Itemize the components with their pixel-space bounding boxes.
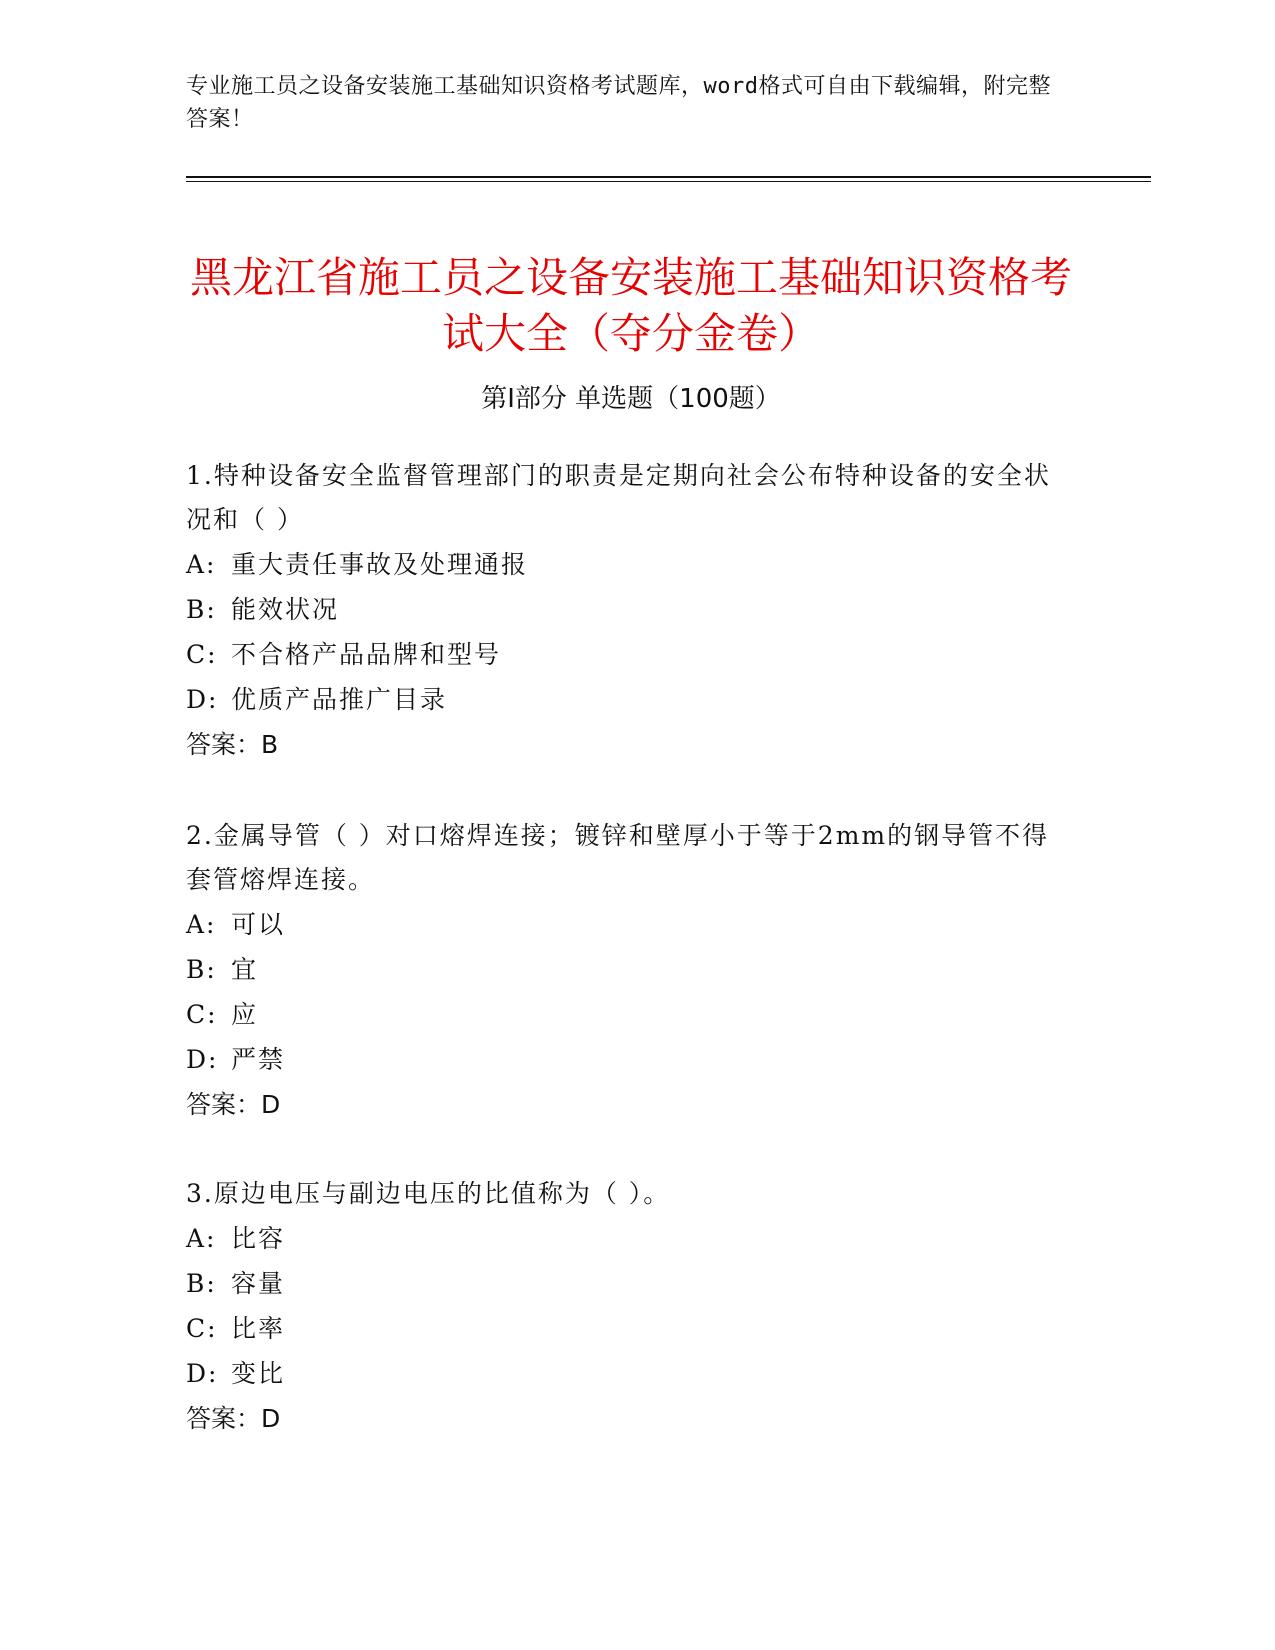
option-text: 比容 <box>231 1224 286 1253</box>
question-3-option-b <box>186 1261 1066 1306</box>
option-key: B: <box>186 955 217 984</box>
option-text: 严禁 <box>231 1045 286 1074</box>
option-key: A: <box>186 550 217 579</box>
option-text: 变比 <box>231 1359 286 1388</box>
option-key: D: <box>186 1359 219 1388</box>
section-title: 第Ⅰ部分 单选题（100题） <box>481 384 781 414</box>
option-key: A: <box>186 910 217 939</box>
question-3-text: 3.原边电压与副边电压的比值称为（ ）。 <box>186 1179 671 1208</box>
question-1-answer: 答案：B <box>186 730 279 759</box>
option-text: 能效状况 <box>231 595 340 624</box>
option-key: C: <box>186 1000 218 1029</box>
option-text: 可以 <box>231 910 286 939</box>
header-note: 专业施工员之设备安装施工基础知识资格考试题库，word格式可自由下载编辑，附完整答案！ <box>186 74 1051 132</box>
question-2 <box>186 814 1066 1127</box>
option-text: 应 <box>231 1000 259 1029</box>
question-1 <box>186 454 1066 767</box>
option-key: A: <box>186 1224 217 1253</box>
option-key: C: <box>186 1314 218 1343</box>
question-2-text: 2.金属导管（ ）对口熔焊连接；镀锌和壁厚小于等于2mm的钢导管不得套管熔焊连接。 <box>186 821 1050 894</box>
question-2-option-a <box>186 902 1066 947</box>
question-1-option-c <box>186 632 1066 677</box>
question-3-option-a <box>186 1216 1066 1261</box>
option-text: 比率 <box>231 1314 286 1343</box>
document-title: 黑龙江省施工员之设备安装施工基础知识资格考试大全（夺分金卷） <box>189 253 1072 359</box>
option-text: 重大责任事故及处理通报 <box>231 550 529 579</box>
header-divider-thin <box>186 181 1151 182</box>
question-1-option-a <box>186 542 1066 587</box>
option-text: 不合格产品品牌和型号 <box>231 640 502 669</box>
option-text: 优质产品推广目录 <box>231 685 448 714</box>
option-text: 宜 <box>231 955 259 984</box>
question-1-option-d <box>186 677 1066 722</box>
question-3-option-c <box>186 1306 1066 1351</box>
question-1-option-b <box>186 587 1066 632</box>
question-2-option-d <box>186 1037 1066 1082</box>
question-3 <box>186 1172 1066 1441</box>
question-1-text: 1.特种设备安全监督管理部门的职责是定期向社会公布特种设备的安全状况和（ ） <box>186 461 1051 534</box>
question-2-option-b <box>186 947 1066 992</box>
option-text: 容量 <box>231 1269 286 1298</box>
header-divider-thick <box>186 176 1151 178</box>
option-key: C: <box>186 640 218 669</box>
option-key: D: <box>186 685 219 714</box>
question-2-option-c <box>186 992 1066 1037</box>
question-3-option-d <box>186 1351 1066 1396</box>
question-3-answer: 答案：D <box>186 1404 281 1433</box>
question-2-answer: 答案：D <box>186 1090 281 1119</box>
option-key: B: <box>186 1269 217 1298</box>
option-key: B: <box>186 595 217 624</box>
option-key: D: <box>186 1045 219 1074</box>
